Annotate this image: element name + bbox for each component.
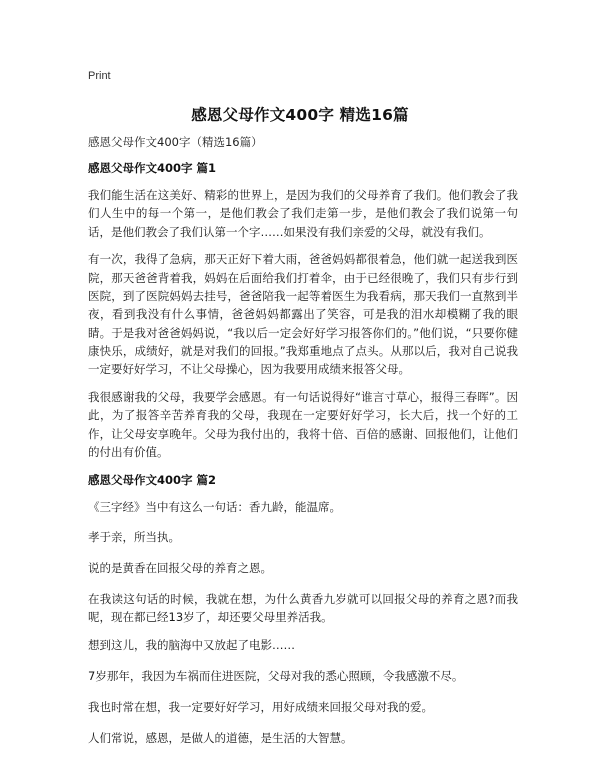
paragraph: 说的是黄香在回报父母的养育之恩。 bbox=[88, 561, 272, 576]
paragraph: 在我读这句话的时候，我就在想，为什么黄香九岁就可以回报父母的养育之恩?而我呢，现在都已经13岁了，却还要父母里养活我。 bbox=[88, 592, 518, 625]
paragraph: 我很感谢我的父母，我要学会感恩。有一句话说得好“谁言寸草心，报得三春晖”。因此，为了报答辛苦养育我的父母，我现在一定要好好学习，长大后，找一个好的工作，让父母安享晚年。父母为我付出的，我将十倍、百倍的感谢、回报他们，让他们的付出有价值。 bbox=[88, 389, 518, 459]
section-heading-1: 感恩父母作文400字 篇1 bbox=[88, 161, 217, 175]
paragraph: 人们常说，感恩，是做人的道德，是生活的大智慧。 bbox=[88, 730, 353, 745]
article-subtitle: 感恩父母作文400字（精选16篇） bbox=[88, 135, 263, 149]
paragraph: 我也时常在想，我一定要好好学习，用好成绩来回报父母对我的爱。 bbox=[88, 699, 433, 714]
paragraph: 想到这儿，我的脑海中又放起了电影…… bbox=[88, 638, 295, 653]
paragraph: 有一次，我得了急病，那天正好下着大雨，爸爸妈妈都很着急，他们就一起送我到医院，那天爸爸背着我，妈妈在后面给我们打着伞，由于已经很晚了，我们只有步行到医院，到了医院妈妈去挂号，爸爸陪我一起等着医生为我看病，那天我们一直熬到半夜，看到我没有什么事情，爸爸妈妈都露出了笑容，可是我的泪水却模糊了我的眼睛。于是我对爸爸妈妈说，“我以后一定会好好学习报答你们的。”他们说，“只要你健康快乐，成绩好，就是对我们的回报。”我郑重地点了点头。从那以后，我对自己说我一定要好好学习，不让父母操心，因为我要用成绩来报答父母。 bbox=[88, 252, 518, 377]
article-body bbox=[88, 133, 518, 759]
page-title: 感恩父母作文400字 精选16篇 bbox=[191, 106, 409, 124]
section-heading-2: 感恩父母作文400字 篇2 bbox=[88, 472, 217, 487]
paragraph: 7岁那年，我因为车祸而住进医院，父母对我的悉心照顾，令我感激不尽。 bbox=[88, 668, 464, 683]
paragraph: 我们能生活在这美好、精彩的世界上，是因为我们的父母养育了我们。他们教会了我们人生中的每一个第一，是他们教会了我们走第一步，是他们教会了我们说第一句话，是他们教会了我们认第一个字……如果没有我们亲爱的父母，就没有我们。 bbox=[88, 188, 518, 239]
paragraph: 孝于亲，所当执。 bbox=[88, 530, 180, 545]
paragraph: 《三字经》当中有这么一句话：香九龄，能温席。 bbox=[88, 499, 341, 514]
print-label[interactable]: Print bbox=[88, 70, 111, 82]
